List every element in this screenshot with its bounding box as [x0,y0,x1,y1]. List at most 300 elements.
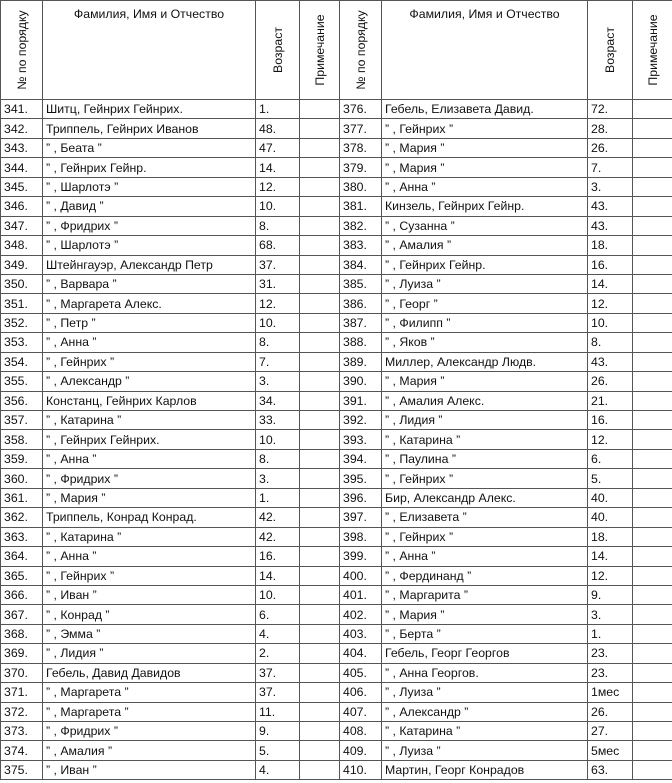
note-cell [300,294,340,313]
person-name: ” , Гейнрих ” [382,119,588,138]
note-cell [633,430,672,449]
person-age: 27. [588,722,633,741]
row-number: 347. [1,216,43,235]
person-name: ” , Фердинанд ” [382,566,588,585]
person-name: ” , Гейнрих Гейнрих. [43,430,256,449]
header-note-right: Примечание [633,1,672,100]
note-cell [300,508,340,527]
row-number: 359. [1,449,43,468]
note-cell [300,644,340,663]
person-name: ” , Луиза ” [382,274,588,293]
row-number: 370. [1,663,43,682]
person-name: ” , Берта ” [382,624,588,643]
row-number: 387. [340,313,382,332]
note-cell [633,644,672,663]
table-row [1,216,672,235]
table-row [1,683,672,702]
note-cell [300,702,340,721]
person-age: 3. [256,469,300,488]
person-age: 1. [588,624,633,643]
person-age: 7. [256,352,300,371]
person-name: ” , Мария ” [382,138,588,157]
note-cell [300,411,340,430]
note-cell [300,100,340,119]
person-age: 8. [588,333,633,352]
row-number: 393. [340,430,382,449]
note-cell [300,138,340,157]
person-name: ” , Эмма ” [43,624,256,643]
row-number: 389. [340,352,382,371]
note-cell [633,158,672,177]
person-name: Кинзель, Гейнрих Гейнр. [382,197,588,216]
table-row [1,158,672,177]
table-row [1,391,672,410]
note-cell [633,313,672,332]
note-cell [633,119,672,138]
row-number: 396. [340,488,382,507]
person-name: ” , Анна ” [43,333,256,352]
person-age: 18. [588,236,633,255]
note-cell [633,663,672,682]
person-age: 5. [256,741,300,760]
table-row [1,197,672,216]
note-cell [300,469,340,488]
person-age: 37. [256,663,300,682]
person-age: 2. [256,644,300,663]
table-row [1,722,672,741]
row-number: 392. [340,411,382,430]
note-cell [300,547,340,566]
person-age: 1. [256,488,300,507]
header-number-left: № по порядку [1,1,43,100]
person-name: ” , Гейнрих Гейнр. [382,255,588,274]
table-row [1,411,672,430]
note-cell [300,119,340,138]
person-name: ” , Яков ” [382,333,588,352]
row-number: 376. [340,100,382,119]
note-cell [633,411,672,430]
person-name: ” , Маргарета Алекс. [43,294,256,313]
note-cell [300,683,340,702]
person-name: ” , Филипп ” [382,313,588,332]
row-number: 353. [1,333,43,352]
note-cell [633,722,672,741]
person-age: 40. [588,508,633,527]
row-number: 385. [340,274,382,293]
person-age: 42. [256,508,300,527]
row-number: 367. [1,605,43,624]
note-cell [300,430,340,449]
row-number: 401. [340,585,382,604]
table-row [1,547,672,566]
person-age: 43. [588,216,633,235]
note-cell [300,372,340,391]
table-row [1,119,672,138]
person-name: ” , Паулина ” [382,449,588,468]
row-number: 352. [1,313,43,332]
person-name: ” , Варвара ” [43,274,256,293]
row-number: 403. [340,624,382,643]
person-age: 3. [588,605,633,624]
table-row [1,372,672,391]
person-age: 26. [588,372,633,391]
row-number: 397. [340,508,382,527]
person-name: Триппель, Гейнрих Иванов [43,119,256,138]
header-number-right: № по порядку [340,1,382,100]
person-age: 37. [256,255,300,274]
note-cell [633,624,672,643]
header-name-right: Фамилия, Имя и Отчество [382,1,588,100]
note-cell [633,352,672,371]
row-number: 371. [1,683,43,702]
note-cell [633,294,672,313]
note-cell [633,391,672,410]
note-cell [633,702,672,721]
person-name: ” , Катарина ” [382,430,588,449]
row-number: 365. [1,566,43,585]
person-name: ” , Маргарета ” [43,702,256,721]
note-cell [633,138,672,157]
note-cell [633,585,672,604]
table-row [1,274,672,293]
person-age: 31. [256,274,300,293]
row-number: 357. [1,411,43,430]
person-age: 14. [588,547,633,566]
table-row [1,100,672,119]
person-age: 9. [588,585,633,604]
note-cell [633,236,672,255]
person-age: 8. [256,449,300,468]
note-cell [300,624,340,643]
person-name: Мартин, Георг Конрадов [382,760,588,779]
row-number: 399. [340,547,382,566]
table-row [1,313,672,332]
row-number: 406. [340,683,382,702]
row-number: 398. [340,527,382,546]
row-number: 410. [340,760,382,779]
person-age: 26. [588,702,633,721]
person-age: 12. [256,294,300,313]
row-number: 405. [340,663,382,682]
table-row [1,566,672,585]
row-number: 372. [1,702,43,721]
table-row [1,702,672,721]
note-cell [300,741,340,760]
person-age: 4. [256,760,300,779]
person-name: ” , Амалия ” [382,236,588,255]
note-cell [300,197,340,216]
person-name: ” , Фридрих ” [43,216,256,235]
person-age: 10. [256,585,300,604]
person-age: 9. [256,722,300,741]
person-age: 21. [588,391,633,410]
row-number: 374. [1,741,43,760]
person-age: 26. [588,138,633,157]
table-row [1,605,672,624]
person-age: 3. [256,372,300,391]
table-row [1,294,672,313]
note-cell [300,177,340,196]
note-cell [300,236,340,255]
note-cell [633,372,672,391]
row-number: 377. [340,119,382,138]
table-body [1,100,672,780]
row-number: 351. [1,294,43,313]
note-cell [300,313,340,332]
table-row [1,352,672,371]
row-number: 362. [1,508,43,527]
person-name: Гебель, Елизавета Давид. [382,100,588,119]
note-cell [300,255,340,274]
note-cell [633,469,672,488]
person-age: 12. [588,566,633,585]
note-cell [300,216,340,235]
note-cell [633,566,672,585]
note-cell [300,566,340,585]
row-number: 344. [1,158,43,177]
row-number: 341. [1,100,43,119]
person-name: ” , Луиза ” [382,683,588,702]
person-name: ” , Елизавета ” [382,508,588,527]
row-number: 402. [340,605,382,624]
person-age: 10. [256,430,300,449]
person-name: ” , Давид ” [43,197,256,216]
row-number: 394. [340,449,382,468]
person-name: Шитц, Гейнрих Гейнрих. [43,100,256,119]
table-row [1,255,672,274]
person-age: 34. [256,391,300,410]
person-name: ” , Гейнрих ” [43,352,256,371]
person-name: ” , Александр ” [43,372,256,391]
person-name: Гебель, Давид Давидов [43,663,256,682]
row-number: 355. [1,372,43,391]
header-row [1,1,672,100]
note-cell [633,216,672,235]
note-cell [633,683,672,702]
table-row [1,488,672,507]
person-name: ” , Анна ” [43,547,256,566]
person-age: 18. [588,527,633,546]
person-age: 1. [256,100,300,119]
note-cell [300,333,340,352]
person-age: 10. [256,197,300,216]
person-age: 6. [588,449,633,468]
table-row [1,177,672,196]
note-cell [633,333,672,352]
person-age: 6. [256,605,300,624]
note-cell [633,527,672,546]
person-name: ” , Петр ” [43,313,256,332]
header-age-left: Возраст [256,1,300,100]
row-number: 380. [340,177,382,196]
row-number: 390. [340,372,382,391]
person-name: ” , Беата ” [43,138,256,157]
person-name: ” , Луиза ” [382,741,588,760]
person-name: ” , Сузанна ” [382,216,588,235]
row-number: 368. [1,624,43,643]
note-cell [300,722,340,741]
table-row [1,741,672,760]
person-age: 63. [588,760,633,779]
person-age: 16. [256,547,300,566]
person-name: ” , Анна ” [382,547,588,566]
note-cell [633,605,672,624]
note-cell [300,274,340,293]
person-name: ” , Конрад ” [43,605,256,624]
row-number: 386. [340,294,382,313]
person-name: ” , Анна ” [382,177,588,196]
person-name: ” , Анна Георгов. [382,663,588,682]
person-age: 7. [588,158,633,177]
note-cell [300,527,340,546]
person-name: ” , Гейнрих ” [43,566,256,585]
row-number: 409. [340,741,382,760]
note-cell [633,488,672,507]
row-number: 382. [340,216,382,235]
person-name: ” , Амалия ” [43,741,256,760]
row-number: 375. [1,760,43,779]
row-number: 407. [340,702,382,721]
row-number: 342. [1,119,43,138]
table-row [1,138,672,157]
note-cell [300,488,340,507]
person-age: 68. [256,236,300,255]
person-age: 3. [588,177,633,196]
row-number: 373. [1,722,43,741]
person-name: ” , Катарина ” [43,527,256,546]
note-cell [300,760,340,779]
person-name: ” , Маргарета ” [43,683,256,702]
row-number: 358. [1,430,43,449]
person-age: 33. [256,411,300,430]
row-number: 408. [340,722,382,741]
person-age: 1мес [588,683,633,702]
header-name-left: Фамилия, Имя и Отчество [43,1,256,100]
person-age: 8. [256,216,300,235]
note-cell [300,585,340,604]
row-number: 354. [1,352,43,371]
note-cell [300,391,340,410]
note-cell [300,605,340,624]
person-name: ” , Гейнрих ” [382,469,588,488]
table-row [1,644,672,663]
person-age: 5мес [588,741,633,760]
person-age: 8. [256,333,300,352]
row-number: 369. [1,644,43,663]
note-cell [633,100,672,119]
person-age: 40. [588,488,633,507]
row-number: 378. [340,138,382,157]
person-age: 23. [588,644,633,663]
person-age: 37. [256,683,300,702]
row-number: 364. [1,547,43,566]
person-age: 16. [588,255,633,274]
note-cell [300,352,340,371]
row-number: 384. [340,255,382,274]
person-age: 4. [256,624,300,643]
row-number: 343. [1,138,43,157]
person-name: ” , Мария ” [382,605,588,624]
person-name: ” , Иван ” [43,585,256,604]
header-age-right: Возраст [588,1,633,100]
note-cell [300,663,340,682]
person-name: Миллер, Александр Людв. [382,352,588,371]
row-number: 404. [340,644,382,663]
person-name: ” , Мария ” [382,158,588,177]
person-age: 14. [256,566,300,585]
person-name: ” , Амалия Алекс. [382,391,588,410]
person-name: ” , Маргарита ” [382,585,588,604]
table-row [1,760,672,779]
row-number: 345. [1,177,43,196]
row-number: 363. [1,527,43,546]
row-number: 356. [1,391,43,410]
person-age: 10. [588,313,633,332]
header-note-left: Примечание [300,1,340,100]
person-age: 12. [588,430,633,449]
person-name: ” , Фридрих ” [43,469,256,488]
person-age: 12. [256,177,300,196]
person-name: Штейнгауэр, Александр Петр [43,255,256,274]
person-age: 16. [588,411,633,430]
person-name: ” , Фридрих ” [43,722,256,741]
note-cell [633,741,672,760]
note-cell [633,760,672,779]
person-name: ” , Мария ” [43,488,256,507]
person-age: 23. [588,663,633,682]
note-cell [300,449,340,468]
note-cell [633,177,672,196]
row-number: 395. [340,469,382,488]
row-number: 361. [1,488,43,507]
row-number: 350. [1,274,43,293]
person-name: ” , Иван ” [43,760,256,779]
row-number: 346. [1,197,43,216]
table-row [1,430,672,449]
person-age: 11. [256,702,300,721]
person-age: 42. [256,527,300,546]
table-row [1,508,672,527]
person-name: Гебель, Георг Георгов [382,644,588,663]
row-number: 383. [340,236,382,255]
person-name: ” , Шарлотэ ” [43,236,256,255]
person-name: Констанц, Гейнрих Карлов [43,391,256,410]
person-age: 43. [588,352,633,371]
person-age: 10. [256,313,300,332]
person-age: 5. [588,469,633,488]
table-row [1,469,672,488]
person-age: 48. [256,119,300,138]
row-number: 391. [340,391,382,410]
row-number: 388. [340,333,382,352]
row-number: 349. [1,255,43,274]
person-name: ” , Александр ” [382,702,588,721]
person-name: ” , Катарина ” [382,722,588,741]
person-name: ” , Гейнрих Гейнр. [43,158,256,177]
person-name: ” , Лидия ” [382,411,588,430]
person-age: 12. [588,294,633,313]
person-age: 47. [256,138,300,157]
person-name: ” , Шарлотэ ” [43,177,256,196]
row-number: 360. [1,469,43,488]
note-cell [300,158,340,177]
person-age: 72. [588,100,633,119]
person-name: ” , Катарина ” [43,411,256,430]
person-age: 43. [588,197,633,216]
note-cell [633,547,672,566]
person-name: ” , Мария ” [382,372,588,391]
note-cell [633,508,672,527]
